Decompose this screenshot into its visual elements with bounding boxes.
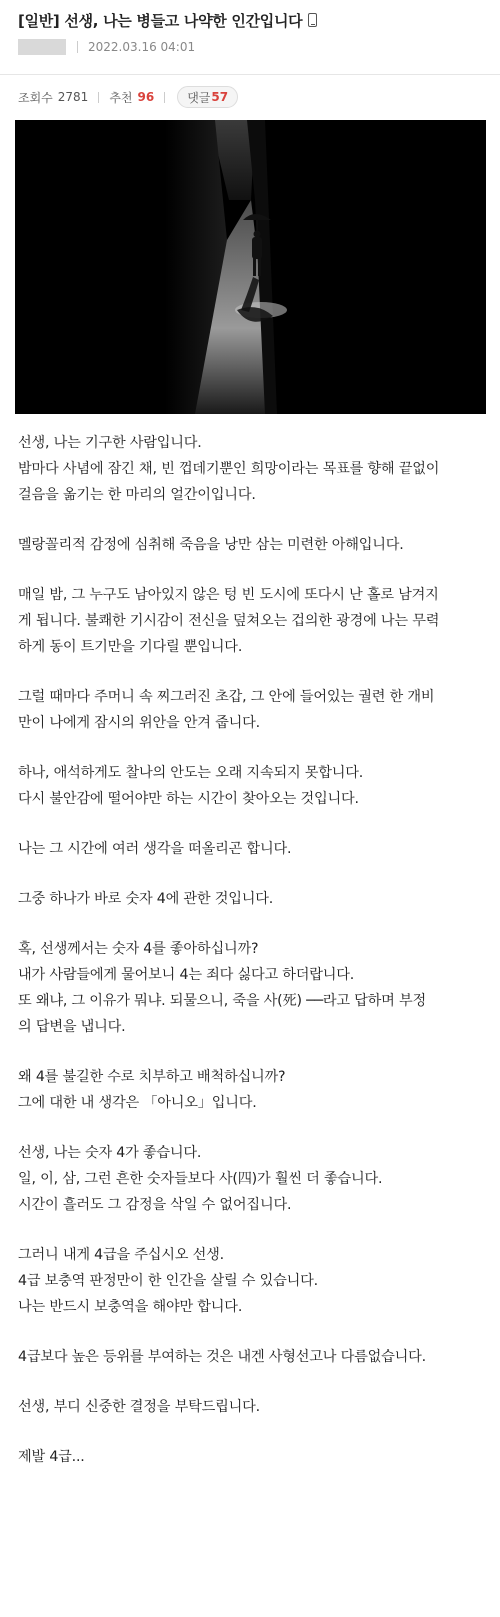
body-line: 멜랑꼴리적 감정에 심취해 죽음을 낭만 삼는 미련한 아해입니다. [18,537,404,553]
post-body [18,430,488,1470]
post-meta [18,38,195,56]
body-line: 4급 보충역 판정만이 한 인간을 살릴 수 있습니다. [18,1273,318,1289]
body-line: 선생, 나는 숫자 4가 좋습니다. [18,1145,202,1161]
body-line: 제발 4급... [18,1449,85,1465]
body-paragraph [18,886,488,912]
body-line: 걸음을 옮기는 한 마리의 얼간이입니다. [18,487,256,503]
body-line: 다시 불안감에 떨어야만 하는 시간이 찾아오는 것입니다. [18,791,359,807]
meta-divider [77,41,78,53]
alley-photo [15,120,486,414]
body-line: 선생, 부디 신중한 결정을 부탁드립니다. [18,1399,260,1415]
likes-count: 96 [137,90,155,104]
body-line: 나는 그 시간에 여러 생각을 떠올리곤 합니다. [18,841,292,857]
body-line: 게 됩니다. 불쾌한 기시감이 전신을 덮쳐오는 겁의한 광경에 나는 무력 [18,613,440,629]
stats-divider [164,92,165,103]
body-line: 하게 동이 트기만을 기다릴 뿐입니다. [18,639,243,655]
stats-divider [98,92,99,103]
body-line: 또 왜냐, 그 이유가 뭐냐. 되물으니, 죽을 사(死) ──라고 답하며 부정 [18,993,426,1009]
body-paragraph [18,1242,488,1320]
body-line: 그에 대한 내 생각은 「아니오」입니다. [18,1095,257,1111]
comments-button[interactable] [177,86,238,108]
body-paragraph [18,1140,488,1218]
body-line: 밤마다 사념에 잠긴 채, 빈 껍데기뿐인 희망이라는 목표를 향해 끝없이 [18,461,440,477]
body-paragraph [18,1064,488,1116]
body-paragraph [18,582,488,660]
body-line: 4급보다 높은 등위를 부여하는 것은 내겐 사형선고나 다름없습니다. [18,1349,426,1365]
post-date: 2022.03.16 04:01 [88,40,196,54]
body-line: 선생, 나는 기구한 사람입니다. [18,435,202,451]
body-paragraph [18,1394,488,1420]
title-row [18,8,317,32]
views-count: 2781 [57,90,89,104]
post-header [0,0,500,78]
body-line: 그러니 내게 4급을 주십시오 선생. [18,1247,224,1263]
post-image [15,120,486,414]
likes-label: 추천 [109,90,133,105]
comments-count: 57 [211,90,229,104]
post-title: [일반] 선생, 나는 병들고 나약한 인간입니다 [18,11,303,30]
body-paragraph [18,936,488,1040]
comments-label: 댓글 [187,90,211,105]
mobile-phone-icon [308,13,317,27]
views-label: 조회수 [18,90,53,105]
body-line: 매일 밤, 그 누구도 남아있지 않은 텅 빈 도시에 또다시 난 홀로 남겨지 [18,587,439,603]
body-paragraph [18,1344,488,1370]
body-line: 그럴 때마다 주머니 속 찌그러진 초갑, 그 안에 들어있는 궐련 한 개비 [18,689,435,705]
body-line: 일, 이, 삼, 그런 흔한 숫자들보다 사(四)가 훨씬 더 좋습니다. [18,1171,383,1187]
body-paragraph [18,1444,488,1470]
body-line: 혹, 선생께서는 숫자 4를 좋아하십니까? [18,941,259,957]
body-line: 하나, 애석하게도 찰나의 안도는 오래 지속되지 못합니다. [18,765,364,781]
body-paragraph [18,532,488,558]
author-name-redacted[interactable] [18,39,66,55]
post-stats [18,86,238,108]
body-paragraph [18,760,488,812]
body-paragraph [18,836,488,862]
body-paragraph [18,684,488,736]
body-line: 내가 사람들에게 물어보니 4는 죄다 싫다고 하더랍니다. [18,967,355,983]
body-paragraph [18,430,488,508]
body-line: 의 답변을 냅니다. [18,1019,126,1035]
body-line: 만이 나에게 잠시의 위안을 안겨 줍니다. [18,715,260,731]
header-divider [0,74,500,75]
body-line: 시간이 흘러도 그 감정을 삭일 수 없어집니다. [18,1197,292,1213]
body-line: 왜 4를 불길한 수로 치부하고 배척하십니까? [18,1069,286,1085]
body-line: 나는 반드시 보충역을 해야만 합니다. [18,1299,243,1315]
body-line: 그중 하나가 바로 숫자 4에 관한 것입니다. [18,891,274,907]
